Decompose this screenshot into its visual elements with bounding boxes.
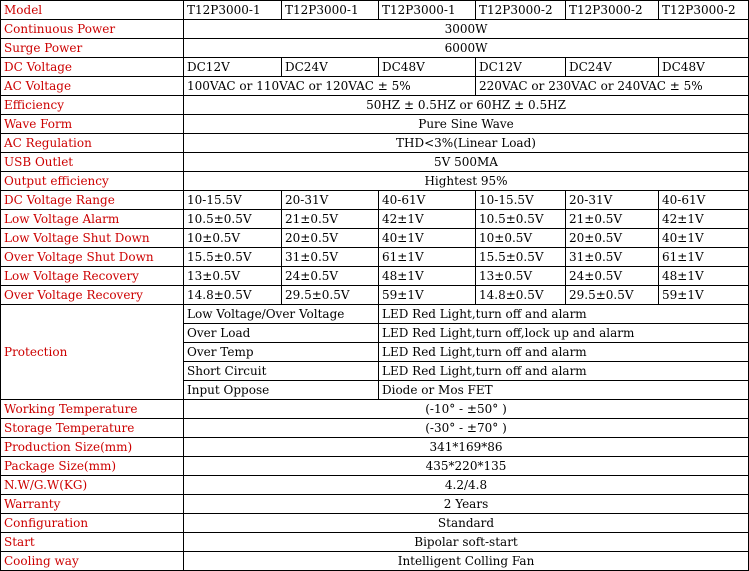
row-label: Efficiency <box>1 96 184 115</box>
row-continuous-power <box>1 20 749 39</box>
row-label: Surge Power <box>1 39 184 58</box>
model-cell: T12P3000-2 <box>659 1 749 20</box>
row-label: Working Temperature <box>1 400 184 419</box>
value-cell: 20±0.5V <box>566 229 659 248</box>
value-cell: 20-31V <box>282 191 379 210</box>
value-cell: 48±1V <box>659 267 749 286</box>
value-cell: Pure Sine Wave <box>184 115 749 134</box>
value-cell: 24±0.5V <box>566 267 659 286</box>
row-storage-temperature <box>1 419 749 438</box>
row-label: Warranty <box>1 495 184 514</box>
row-label: Over Voltage Shut Down <box>1 248 184 267</box>
value-cell: 20-31V <box>566 191 659 210</box>
protection-action: Diode or Mos FET <box>379 381 749 400</box>
value-cell: 14.8±0.5V <box>184 286 282 305</box>
row-label: Storage Temperature <box>1 419 184 438</box>
value-cell: 10±0.5V <box>184 229 282 248</box>
value-cell: 220VAC or 230VAC or 240VAC ± 5% <box>476 77 749 96</box>
row-label: Production Size(mm) <box>1 438 184 457</box>
row-label: Low Voltage Alarm <box>1 210 184 229</box>
value-cell: 14.8±0.5V <box>476 286 566 305</box>
row-working-temperature <box>1 400 749 419</box>
value-cell: 48±1V <box>379 267 476 286</box>
value-cell: 10-15.5V <box>184 191 282 210</box>
row-low-voltage-alarm <box>1 210 749 229</box>
value-cell: 20±0.5V <box>282 229 379 248</box>
row-label: DC Voltage Range <box>1 191 184 210</box>
value-cell: Intelligent Colling Fan <box>184 552 749 571</box>
protection-action: LED Red Light,turn off and alarm <box>379 343 749 362</box>
row-warranty <box>1 495 749 514</box>
value-cell: Hightest 95% <box>184 172 749 191</box>
value-cell: 40-61V <box>379 191 476 210</box>
value-cell: (-30° - ±70° ) <box>184 419 749 438</box>
row-start <box>1 533 749 552</box>
row-usb-outlet <box>1 153 749 172</box>
row-dc-voltage <box>1 58 749 77</box>
value-cell: 3000W <box>184 20 749 39</box>
row-label: Protection <box>1 305 184 400</box>
value-cell: 42±1V <box>659 210 749 229</box>
value-cell: 13±0.5V <box>184 267 282 286</box>
row-label: Model <box>1 1 184 20</box>
value-cell: 10-15.5V <box>476 191 566 210</box>
value-cell: 435*220*135 <box>184 457 749 476</box>
row-label: Output efficiency <box>1 172 184 191</box>
row-label: USB Outlet <box>1 153 184 172</box>
value-cell: 61±1V <box>659 248 749 267</box>
value-cell: 42±1V <box>379 210 476 229</box>
row-cooling-way <box>1 552 749 571</box>
value-cell: 40±1V <box>659 229 749 248</box>
value-cell: THD<3%(Linear Load) <box>184 134 749 153</box>
value-cell: DC24V <box>282 58 379 77</box>
value-cell: 21±0.5V <box>282 210 379 229</box>
value-cell: 61±1V <box>379 248 476 267</box>
row-label: N.W/G.W(KG) <box>1 476 184 495</box>
value-cell: 40±1V <box>379 229 476 248</box>
row-over-voltage-recovery <box>1 286 749 305</box>
value-cell: 59±1V <box>379 286 476 305</box>
row-surge-power <box>1 39 749 58</box>
value-cell: DC48V <box>379 58 476 77</box>
value-cell: 29.5±0.5V <box>282 286 379 305</box>
value-cell: 31±0.5V <box>566 248 659 267</box>
value-cell: 6000W <box>184 39 749 58</box>
row-weight <box>1 476 749 495</box>
value-cell: 13±0.5V <box>476 267 566 286</box>
row-low-voltage-shut-down <box>1 229 749 248</box>
value-cell: Standard <box>184 514 749 533</box>
row-protection <box>1 305 749 324</box>
row-label: Package Size(mm) <box>1 457 184 476</box>
row-model <box>1 1 749 20</box>
row-label: Wave Form <box>1 115 184 134</box>
row-label: Low Voltage Recovery <box>1 267 184 286</box>
value-cell: 21±0.5V <box>566 210 659 229</box>
row-output-efficiency <box>1 172 749 191</box>
model-cell: T12P3000-2 <box>476 1 566 20</box>
value-cell: DC48V <box>659 58 749 77</box>
protection-name: Over Temp <box>184 343 379 362</box>
protection-action: LED Red Light,turn off and alarm <box>379 305 749 324</box>
model-cell: T12P3000-2 <box>566 1 659 20</box>
value-cell: Bipolar soft-start <box>184 533 749 552</box>
value-cell: 15.5±0.5V <box>184 248 282 267</box>
row-configuration <box>1 514 749 533</box>
row-ac-regulation <box>1 134 749 153</box>
row-label: Continuous Power <box>1 20 184 39</box>
row-label: Over Voltage Recovery <box>1 286 184 305</box>
value-cell: 59±1V <box>659 286 749 305</box>
row-over-voltage-shut-down <box>1 248 749 267</box>
protection-action: LED Red Light,turn off and alarm <box>379 362 749 381</box>
value-cell: 40-61V <box>659 191 749 210</box>
protection-name: Short Circuit <box>184 362 379 381</box>
row-label: Start <box>1 533 184 552</box>
row-label: DC Voltage <box>1 58 184 77</box>
row-efficiency <box>1 96 749 115</box>
value-cell: DC12V <box>476 58 566 77</box>
protection-name: Low Voltage/Over Voltage <box>184 305 379 324</box>
row-dc-voltage-range <box>1 191 749 210</box>
value-cell: 10.5±0.5V <box>476 210 566 229</box>
value-cell: 15.5±0.5V <box>476 248 566 267</box>
row-ac-voltage <box>1 77 749 96</box>
model-cell: T12P3000-1 <box>379 1 476 20</box>
row-label: Low Voltage Shut Down <box>1 229 184 248</box>
value-cell: DC24V <box>566 58 659 77</box>
value-cell: (-10° - ±50° ) <box>184 400 749 419</box>
value-cell: 50HZ ± 0.5HZ or 60HZ ± 0.5HZ <box>184 96 749 115</box>
value-cell: 31±0.5V <box>282 248 379 267</box>
row-wave-form <box>1 115 749 134</box>
row-production-size <box>1 438 749 457</box>
protection-name: Over Load <box>184 324 379 343</box>
protection-action: LED Red Light,turn off,lock up and alarm <box>379 324 749 343</box>
value-cell: 341*169*86 <box>184 438 749 457</box>
value-cell: DC12V <box>184 58 282 77</box>
value-cell: 24±0.5V <box>282 267 379 286</box>
model-cell: T12P3000-1 <box>184 1 282 20</box>
value-cell: 5V 500MA <box>184 153 749 172</box>
row-package-size <box>1 457 749 476</box>
row-label: Cooling way <box>1 552 184 571</box>
protection-name: Input Oppose <box>184 381 379 400</box>
value-cell: 2 Years <box>184 495 749 514</box>
value-cell: 29.5±0.5V <box>566 286 659 305</box>
row-low-voltage-recovery <box>1 267 749 286</box>
row-label: Configuration <box>1 514 184 533</box>
value-cell: 10±0.5V <box>476 229 566 248</box>
row-label: AC Regulation <box>1 134 184 153</box>
model-cell: T12P3000-1 <box>282 1 379 20</box>
row-label: AC Voltage <box>1 77 184 96</box>
value-cell: 10.5±0.5V <box>184 210 282 229</box>
value-cell: 4.2/4.8 <box>184 476 749 495</box>
value-cell: 100VAC or 110VAC or 120VAC ± 5% <box>184 77 476 96</box>
